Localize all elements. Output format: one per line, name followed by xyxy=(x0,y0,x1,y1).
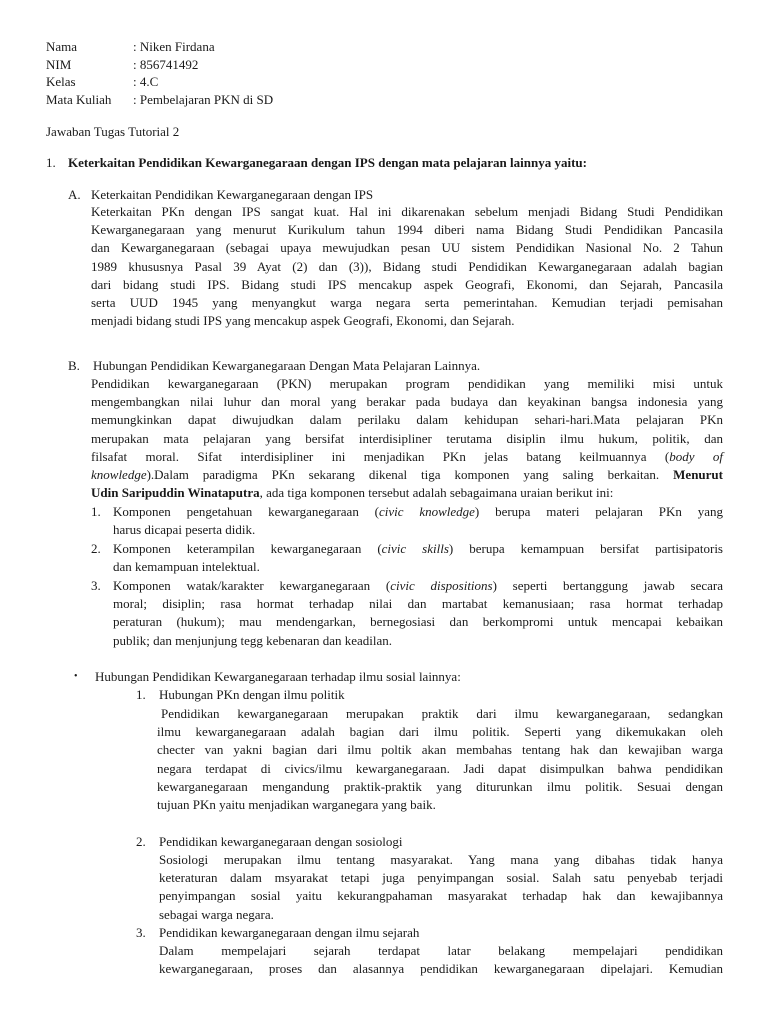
subitem-line: ilmu kewarganegaraan adalah bagian dari ilmu politik. Seperti yang dikemukakan oleh xyxy=(157,724,723,740)
section-a-line: 1989 khususnya Pasal 39 Ayat (2) dan (3)), Bidang studi Pendidikan Kewarganegaraan adalah bagian xyxy=(91,258,723,274)
bullet-heading: Hubungan Pendidikan Kewarganegaraan terhadap ilmu sosial lainnya: xyxy=(95,669,461,684)
subitem-heading: Pendidikan kewarganegaraan dengan sosiologi xyxy=(159,834,403,849)
section-a-line: Kewarganegaraan yang menurut Kurikulum tahun 1994 diberi nama Bidang Studi Pendidikan Pancasila xyxy=(91,222,723,238)
subitem-line: Pendidikan kewarganegaraan merupakan praktik dari ilmu kewarganegaraan, sedangkan xyxy=(161,706,723,721)
q1-heading: Keterkaitan Pendidikan Kewarganegaraan dengan IPS dengan mata pelajaran lainnya yaitu: xyxy=(68,155,587,170)
section-a-line: Keterkaitan PKn dengan IPS sangat kuat. Hal ini dikarenakan sebelum menjadi Bidang Studi Pendidikan xyxy=(91,204,723,219)
header-label-mata-kuliah: Mata Kuliah xyxy=(46,92,112,107)
component-item-line xyxy=(113,577,723,595)
component-text: Komponen keterampilan kewarganegaraan ( xyxy=(113,541,382,556)
subitem-heading: Hubungan PKn dengan ilmu politik xyxy=(159,687,345,702)
section-b-line xyxy=(91,484,723,502)
section-a-line: menjadi bidang studi IPS yang mencakup aspek Geografi, Ekonomi, dan Sejarah. xyxy=(91,313,515,329)
component-italic: civic dispositions xyxy=(390,578,493,593)
component-item-number: 1. xyxy=(91,504,101,519)
component-item-line: harus dicapai peserta didik. xyxy=(113,522,256,538)
subitem-paragraph xyxy=(157,705,723,814)
subitem-line: penyimpangan sosial yaitu kekurangpahaman masyarakat terhadap hak dan kewajibannya xyxy=(159,888,723,904)
component-item-line: moral; disiplin; rasa hormat terhadap nilai dan martabat kemanusiaan; rasa hormat terhadap xyxy=(113,596,723,612)
subitem-line: sebagai warga negara. xyxy=(159,906,274,922)
subitem-paragraph xyxy=(159,942,723,978)
component-text: Komponen pengetahuan kewarganegaraan ( xyxy=(113,504,379,519)
subitem-line: kewarganegaraan, proses dan alasannya pendidikan kewarganegaraan dipelajari. Kemudian xyxy=(159,961,723,977)
section-a-paragraph xyxy=(91,203,723,330)
menurut-bold: Menurut xyxy=(673,467,723,483)
component-item xyxy=(113,540,723,576)
component-text: ) berupa kemampuan bersifat partisipatoris xyxy=(448,541,723,556)
subitem-number: 1. xyxy=(136,687,146,702)
section-b-line7-text: , ada tiga komponen tersebut adalah sebagaimana uraian berikut ini: xyxy=(259,485,614,501)
section-b-line xyxy=(91,448,723,466)
subitem-line: negara terdapat di civics/ilmu kewarganegaraan. Jadi dapat disimpulkan bahwa pendidikan xyxy=(157,760,723,776)
subitem-paragraph xyxy=(159,851,723,924)
section-a-line: dari bidang studi IPS. Bidang studi IPS mencakup aspek Geografi, Ekonomi, dan Sejarah, Pancasila xyxy=(91,276,723,292)
component-text: Komponen watak/karakter kewarganegaraan ( xyxy=(113,578,391,593)
section-b-line5-text: filsafat moral. Sifat interdisipliner ini menjadikan PKn jelas batang keilmuannya ( xyxy=(91,448,670,464)
doc-title: Jawaban Tugas Tutorial 2 xyxy=(46,124,180,139)
section-b-line6-text: ).Dalam paradigma PKn sekarang dikenal tiga komponen yang saling berkaitan. xyxy=(146,467,660,483)
component-item-line: peraturan (hukum); mau mendengarkan, bernegosiasi dan berkompromi untuk mencapai kebaikan xyxy=(113,614,723,630)
knowledge-italic: knowledge xyxy=(91,467,147,483)
udin-bold: Udin Saripuddin Winataputra xyxy=(91,485,260,501)
subitem-number: 2. xyxy=(136,834,146,849)
subitem-line: Sosiologi merupakan ilmu tentang masyarakat. Yang mana yang dibahas tidak hanya xyxy=(159,852,723,867)
section-a-marker: A. xyxy=(68,187,81,202)
component-text: ) seperti bertanggung jawab secara xyxy=(492,578,723,593)
header-label-kelas: Kelas xyxy=(46,74,76,89)
section-b-paragraph xyxy=(91,375,723,502)
section-b-line: merupakan mata pelajaran yang bersifat interdisipliner terutama disiplin ilmu hukum, politik, dan xyxy=(91,430,723,446)
component-item-line xyxy=(113,503,723,521)
subitem-line: keteraturan dalam msyarakat tetapi juga penyimpangan sosial. Salah satu penyebab terjadi xyxy=(159,870,723,886)
subitem-line: kewarganegaraan mengandung praktik-praktik yang diturunkan ilmu politik. Sesuai dengan xyxy=(157,778,723,794)
section-a-line: serta UUD 1945 yang menyangkut warga negara serta pemerintahan. Kemudian terjadi pemisahan xyxy=(91,295,723,311)
component-item-line: publik; dan menjunjung tegg kebenaran dan keadilan. xyxy=(113,632,393,648)
component-text: ) berupa materi pelajaran PKn yang xyxy=(474,504,723,519)
body-of-italic: body of xyxy=(669,448,723,464)
section-b-line: memungkinkan dapat diwujudkan dalam perilaku dalam kehidupan sehari-hari.Mata pelajaran PKn xyxy=(91,412,723,428)
component-item-line xyxy=(113,540,723,558)
section-b-line: mengembangkan nilai luhur dan moral yang berakar pada budaya dan keyakinan bangsa indonesia yang xyxy=(91,394,723,410)
subitem-number: 3. xyxy=(136,925,146,940)
subitem-line: checter van yakni bagian dari ilmu poltik akan membahas tentang hak dan kewajiban warga xyxy=(157,742,723,758)
component-italic: civic knowledge xyxy=(378,504,475,519)
bullet-dot: • xyxy=(74,671,78,682)
component-item-number: 3. xyxy=(91,578,101,593)
section-b-heading: Hubungan Pendidikan Kewarganegaraan Dengan Mata Pelajaran Lainnya. xyxy=(93,358,481,373)
subitem-heading: Pendidikan kewarganegaraan dengan ilmu sejarah xyxy=(159,925,420,940)
section-a-heading: Keterkaitan Pendidikan Kewarganegaraan dengan IPS xyxy=(91,187,374,202)
subitem-line: Dalam mempelajari sejarah terdapat latar belakang mempelajari pendidikan xyxy=(159,943,723,958)
header-label-nim: NIM xyxy=(46,57,72,72)
section-b-line xyxy=(91,466,723,484)
component-item xyxy=(113,503,723,539)
header-value-nim: : 856741492 xyxy=(133,57,199,72)
section-b-marker: B. xyxy=(68,358,80,373)
section-a-line: dan Kewarganegaraan (sebagai upaya mewujudkan pesan UU sistem Pendidikan Nasional No. 2 Tahun xyxy=(91,240,723,256)
component-item-line: dan kemampuan intelektual. xyxy=(113,559,260,575)
header-value-mata-kuliah: : Pembelajaran PKN di SD xyxy=(133,92,274,107)
header-value-nama: : Niken Firdana xyxy=(133,39,215,54)
section-b-line: Pendidikan kewarganegaraan (PKN) merupakan program pendidikan yang memiliki misi untuk xyxy=(91,376,723,391)
component-item-number: 2. xyxy=(91,541,101,556)
q1-number: 1. xyxy=(46,155,56,170)
component-italic: civic skills xyxy=(381,541,449,556)
subitem-line: tujuan PKn yaitu menjadikan warganegara yang baik. xyxy=(157,797,436,813)
component-item xyxy=(113,577,723,650)
header-label-nama: Nama xyxy=(46,39,78,54)
header-value-kelas: : 4.C xyxy=(133,74,159,89)
